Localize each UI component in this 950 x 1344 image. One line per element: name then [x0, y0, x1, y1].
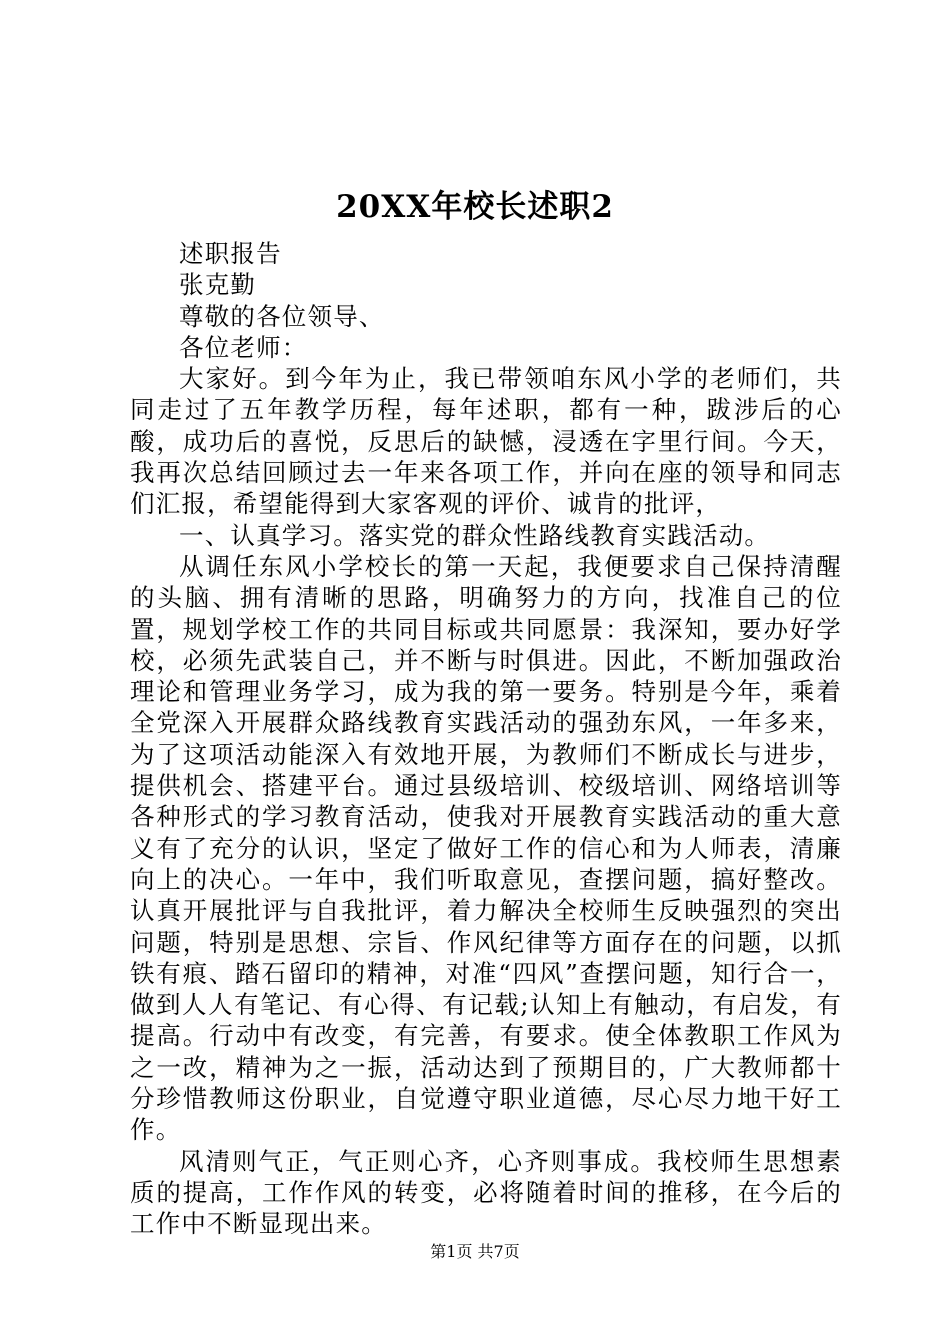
paragraph-section-heading: 一、认真学习。落实党的群众性路线教育实践活动。 — [179, 520, 771, 550]
paragraph-body-main: 从调任东风小学校长的第一天起，我便要求自己保持清醒的头脑、拥有清晰的思路，明确努力的方向，找准自己的位置，规划学校工作的共同目标或共同愿景：我深知，要办好学校，必须先武装自己，并不断与时俱进。因此，不断加强政治理论和管理业务学习，成为我的第一要务。特别是今年，乘着全党深入开展群众路线教育实践活动的强劲东风，一年多来，为了这项活动能深入有效地开展，为教师们不断成长与进步，提供机会、搭建平台。通过县级培训、校级培训、网络培训等各种形式的学习教育活动，使我对开展教育实践活动的重大意义有了充分的认识，坚定了做好工作的信心和为人师表，清廉向上的决心。一年中，我们听取意见，查摆问题，搞好整改。认真开展批评与自我批评，着力解决全校师生反映强烈的突出问题，特别是思想、宗旨、作风纪律等方面存在的问题，以抓铁有痕、踏石留印的精神，对准“四风”查摆问题，知行合一，做到人人有笔记、有心得、有记载;认知上有触动，有启发，有提高。行动中有改变，有完善，有要求。使全体教职工作风为之一改，精神为之一振，活动达到了预期目的，广大教师都十分珍惜教师这份职业，自觉遵守职业道德，尽心尽力地干好工作。 — [130, 551, 842, 1145]
paragraph-body-closing: 风清则气正，气正则心齐，心齐则事成。我校师生思想素质的提高，工作作风的转变，必将随着时间的推移，在今后的工作中不断显现出来。 — [130, 1146, 842, 1239]
document-title: 20XX年校长述职2 — [336, 189, 614, 225]
paragraph-greeting: 大家好。到今年为止，我已带领咱东风小学的老师们，共同走过了五年教学历程，每年述职，都有一种，跋涉后的心酸，成功后的喜悦，反思后的缺憾，浸透在字里行间。今天，我再次总结回顾过去一年来各项工作，并向在座的领导和同志们汇报，希望能得到大家客观的评价、诚肯的批评， — [130, 364, 842, 519]
paragraph-heading-label: 述职报告 — [179, 239, 282, 268]
page-footer: 第1页 共7页 — [430, 1242, 520, 1261]
document-body — [130, 238, 842, 1240]
paragraph-salutation-leaders: 尊敬的各位领导、 — [179, 301, 385, 331]
paragraph-author: 张克勤 — [179, 270, 257, 300]
paragraph-salutation-teachers: 各位老师： — [179, 332, 308, 362]
